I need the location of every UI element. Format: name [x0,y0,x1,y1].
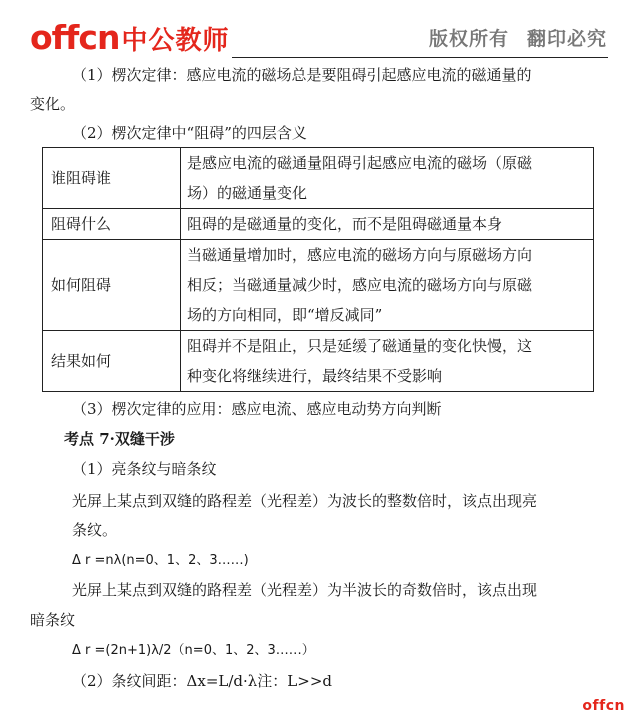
table-value-cell [181,240,594,331]
table-value-line: 场的方向相同，即“增反减同” [187,306,383,324]
table-value-cell [181,331,594,392]
bright-fringe-formula: Δ r =nλ(n=0、1、2、3……) [72,553,249,568]
table-value-line: 当磁通量增加时，感应电流的磁场方向与原磁场方向 [187,246,533,264]
offcn-watermark: offcn [582,698,625,714]
bright-fringe-line1: 光屏上某点到双缝的路程差（光程差）为波长的整数倍时，该点出现亮 [72,492,538,510]
table-key-cell: 结果如何 [43,331,181,392]
copyright-text: 版权所有 [428,28,509,50]
table-value-line: 阻碍并不是阻止，只是延缓了磁通量的变化快慢，这 [187,337,533,355]
table-value-line: 阻碍的是磁通量的变化，而不是阻碍磁通量本身 [187,215,503,233]
bright-fringe-line2: 条纹。 [72,521,118,539]
lenz-definition-line1: （1）楞次定律：感应电流的磁场总是要阻碍引起感应电流的磁通量的 [72,66,532,84]
table-row [43,209,594,240]
dark-fringe-formula: Δ r =(2n+1)λ/2（n=0、1、2、3……） [72,643,315,658]
table-value-line: 相反；当磁通量减少时，感应电流的磁场方向与原磁 [187,276,533,294]
lenz-application: （3）楞次定律的应用：感应电流、感应电动势方向判断 [72,400,442,418]
table-value-line: 种变化将继续进行，最终结果不受影响 [187,367,443,385]
lenz-meaning-table [42,147,594,392]
bright-dark-subtitle: （1）亮条纹与暗条纹 [72,460,217,478]
lenz-definition-line2: 变化。 [30,95,76,113]
fringe-spacing: （2）条纹间距：Δx=L/d·λ注：L>>d [72,672,332,690]
lenz-four-meanings-title: （2）楞次定律中“阻碍”的四层含义 [72,124,307,142]
dark-fringe-line1: 光屏上某点到双缝的路程差（光程差）为半波长的奇数倍时，该点出现 [72,581,538,599]
table-key-cell: 如何阻碍 [43,240,181,331]
table-value-cell [181,148,594,209]
offcn-logo [30,18,230,57]
header-rule [232,57,608,58]
table-value-line: 场）的磁通量变化 [187,184,308,202]
dark-fringe-line2: 暗条纹 [30,611,76,629]
logo-text-cn: 中公教师 [121,26,230,56]
table-key-cell: 谁阻碍谁 [43,148,181,209]
copyright-notice [429,24,607,51]
page-header [0,0,643,62]
logo-text-en: offcn [30,18,120,57]
table-key-cell: 阻碍什么 [43,209,181,240]
table-value-cell [181,209,594,240]
table-row [43,148,594,209]
table-value-line: 是感应电流的磁通量阻碍引起感应电流的磁场（原磁 [187,154,533,172]
section-heading-kp7: 考点 7·双缝干涉 [64,430,175,448]
table-row [43,331,594,392]
no-reprint-text: 翻印必究 [526,28,607,50]
table-row [43,240,594,331]
